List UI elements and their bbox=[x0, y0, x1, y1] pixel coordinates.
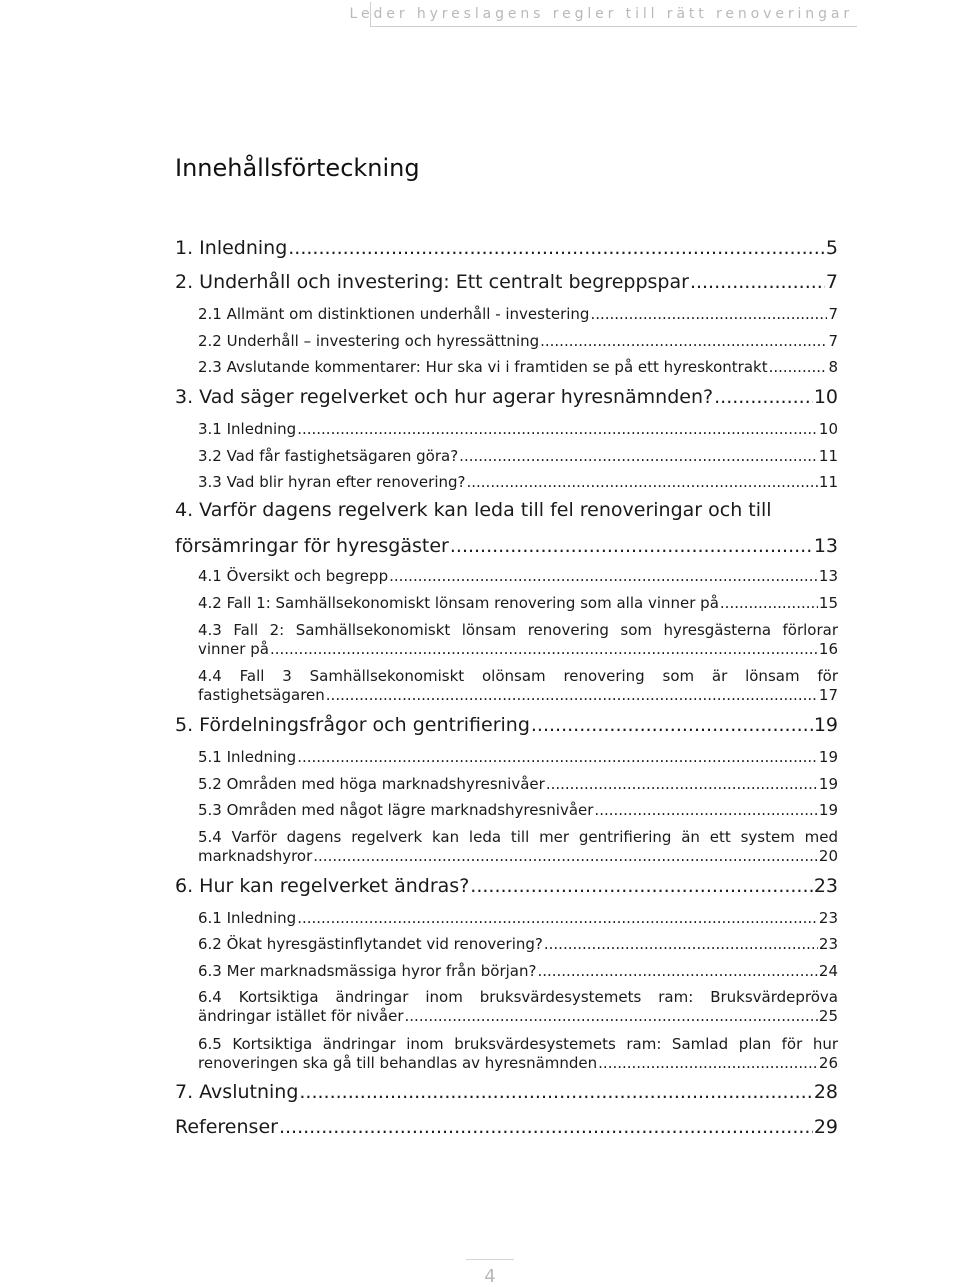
toc-entry-title-continued: vinner på bbox=[198, 640, 269, 658]
toc-entry-title: 6.5 Kortsiktiga ändringar inom bruksvärdesystemets ram: Samlad plan för hur bbox=[198, 1035, 838, 1053]
toc-entry-title: 2. Underhåll och investering: Ett centralt begreppspar bbox=[175, 271, 689, 293]
toc-entry[interactable] bbox=[198, 621, 838, 659]
toc-entry-title: 4.2 Fall 1: Samhällsekonomiskt lönsam renovering som alla vinner på bbox=[198, 594, 719, 612]
toc-entry-title: 6.3 Mer marknadsmässiga hyror från början? bbox=[198, 962, 537, 980]
toc-entry[interactable] bbox=[175, 271, 838, 293]
toc-entry-page: 20 bbox=[818, 847, 838, 865]
toc-entry-title: 6.1 Inledning bbox=[198, 909, 297, 927]
leader-dots bbox=[297, 909, 818, 927]
leader-dots bbox=[720, 594, 818, 612]
leader-dots bbox=[546, 775, 818, 793]
toc-entry-title: 5. Fördelningsfrågor och gentrifiering bbox=[175, 714, 530, 736]
toc-entry[interactable] bbox=[198, 1035, 838, 1073]
toc-entry-page: 11 bbox=[818, 447, 838, 465]
leader-dots bbox=[299, 1081, 812, 1103]
toc-entry-title: 1. Inledning bbox=[175, 237, 288, 259]
toc-entry-page: 23 bbox=[818, 909, 838, 927]
toc-entry-page: 7 bbox=[828, 305, 838, 323]
toc-entry-page: 24 bbox=[818, 962, 838, 980]
toc-entry-page: 16 bbox=[818, 640, 838, 658]
toc-entry[interactable] bbox=[175, 714, 838, 736]
leader-dots bbox=[769, 358, 828, 376]
page-title: Innehållsförteckning bbox=[175, 154, 420, 182]
leader-dots bbox=[297, 748, 818, 766]
toc-entry[interactable] bbox=[198, 962, 838, 980]
toc-entry[interactable] bbox=[175, 237, 838, 259]
leader-dots bbox=[288, 237, 825, 259]
toc-entry-page: 15 bbox=[818, 594, 838, 612]
leader-dots bbox=[540, 332, 827, 350]
toc-entry[interactable] bbox=[198, 748, 838, 766]
toc-entry-title-continued: renoveringen ska gå till behandlas av hyresnämnden bbox=[198, 1054, 598, 1072]
toc-entry-title: 3.2 Vad får fastighetsägaren göra? bbox=[198, 447, 459, 465]
toc-entry-title-continued: marknadshyror bbox=[198, 847, 313, 865]
running-header-title: Leder hyreslagens regler till rätt renoveringar bbox=[349, 6, 853, 22]
toc-entry-page: 11 bbox=[818, 473, 838, 491]
toc-entry-title: 4.3 Fall 2: Samhällsekonomiskt lönsam renovering som hyresgästerna förlorar bbox=[198, 621, 838, 639]
toc-entry[interactable] bbox=[198, 775, 838, 793]
toc-entry[interactable] bbox=[198, 447, 838, 465]
toc-entry-page: 5 bbox=[825, 237, 838, 259]
toc-entry-title: 3. Vad säger regelverket och hur agerar hyresnämnden? bbox=[175, 386, 714, 408]
leader-dots bbox=[594, 801, 817, 819]
toc-entry-title-continued: ändringar istället för nivåer bbox=[198, 1007, 404, 1025]
toc-entry[interactable] bbox=[198, 473, 838, 491]
leader-dots bbox=[544, 935, 818, 953]
toc-entry-page: 10 bbox=[813, 386, 838, 408]
toc-entry-title: 3.1 Inledning bbox=[198, 420, 297, 438]
toc-entry[interactable] bbox=[198, 420, 838, 438]
toc-entry[interactable] bbox=[198, 594, 838, 612]
toc-entry-title: 5.1 Inledning bbox=[198, 748, 297, 766]
toc-entry-page: 17 bbox=[818, 686, 838, 704]
toc-entry-title: 2.3 Avslutande kommentarer: Hur ska vi i framtiden se på ett hyreskontrakt bbox=[198, 358, 768, 376]
toc-entry-title: 6. Hur kan regelverket ändras? bbox=[175, 875, 470, 897]
toc-entry-page: 7 bbox=[828, 332, 838, 350]
toc-entry-title: 5.2 Områden med höga marknadshyresnivåer bbox=[198, 775, 545, 793]
toc-entry-title-continued: försämringar för hyresgäster bbox=[175, 535, 449, 557]
toc-entry-page: 13 bbox=[818, 567, 838, 585]
toc-entry-title: 5.3 Områden med något lägre marknadshyresnivåer bbox=[198, 801, 594, 819]
leader-dots bbox=[466, 473, 817, 491]
toc-entry-page: 10 bbox=[818, 420, 838, 438]
toc-entry[interactable] bbox=[198, 358, 838, 376]
leader-dots bbox=[690, 271, 825, 293]
toc-entry[interactable] bbox=[198, 988, 838, 1026]
leader-dots bbox=[531, 714, 813, 736]
toc-entry-page: 25 bbox=[818, 1007, 838, 1025]
toc-entry-title: 4.4 Fall 3 Samhällsekonomiskt olönsam renovering som är lönsam för bbox=[198, 667, 838, 685]
toc-entry-title: Referenser bbox=[175, 1116, 278, 1138]
toc-entry-title: 4. Varför dagens regelverk kan leda till fel renoveringar och till bbox=[175, 499, 772, 521]
toc-entry-title: 6.4 Kortsiktiga ändringar inom bruksvärdesystemets ram: Bruksvärdepröva bbox=[198, 988, 838, 1006]
leader-dots bbox=[326, 686, 818, 705]
toc-entry-page: 13 bbox=[813, 535, 838, 557]
toc-entry[interactable] bbox=[198, 801, 838, 819]
toc-entry-title: 4.1 Översikt och begrepp bbox=[198, 567, 389, 585]
leader-dots bbox=[297, 420, 818, 438]
toc-entry[interactable] bbox=[198, 667, 838, 705]
toc-entry[interactable] bbox=[198, 332, 838, 350]
page-number: 4 bbox=[484, 1266, 496, 1287]
leader-dots bbox=[459, 447, 818, 465]
leader-dots bbox=[598, 1054, 818, 1073]
toc-entry-page: 19 bbox=[818, 748, 838, 766]
toc-entry-title: 2.2 Underhåll – investering och hyressättning bbox=[198, 332, 540, 350]
leader-dots bbox=[537, 962, 817, 980]
toc-entry-title: 5.4 Varför dagens regelverk kan leda till mer gentrifiering än ett system med bbox=[198, 828, 838, 846]
leader-dots bbox=[714, 386, 813, 408]
toc-entry[interactable] bbox=[198, 935, 838, 953]
toc-entry-page: 23 bbox=[813, 875, 838, 897]
toc-entry-page: 19 bbox=[818, 801, 838, 819]
leader-dots bbox=[590, 305, 827, 323]
toc-entry[interactable] bbox=[198, 828, 838, 866]
toc-entry-page: 19 bbox=[818, 775, 838, 793]
running-header bbox=[349, 2, 857, 27]
toc-entry-page: 23 bbox=[818, 935, 838, 953]
footer-rule bbox=[466, 1259, 514, 1260]
toc-entry-title: 7. Avslutning bbox=[175, 1081, 299, 1103]
leader-dots bbox=[389, 567, 818, 585]
toc-entry-title: 3.3 Vad blir hyran efter renovering? bbox=[198, 473, 466, 491]
toc-entry-page: 28 bbox=[813, 1081, 838, 1103]
toc-entry[interactable] bbox=[175, 1081, 838, 1103]
toc-entry-page: 8 bbox=[828, 358, 838, 376]
toc-entry-title: 2.1 Allmänt om distinktionen underhåll - investering bbox=[198, 305, 590, 323]
toc-entry[interactable] bbox=[175, 386, 838, 408]
toc-entry-page: 29 bbox=[813, 1116, 838, 1138]
leader-dots bbox=[313, 847, 818, 866]
toc-entry-page: 19 bbox=[813, 714, 838, 736]
toc-entry-title: 6.2 Ökat hyresgästinflytandet vid renovering? bbox=[198, 935, 543, 953]
toc-entry[interactable] bbox=[175, 1116, 838, 1138]
leader-dots bbox=[270, 640, 818, 659]
toc-entry-page: 26 bbox=[818, 1054, 838, 1072]
leader-dots bbox=[450, 535, 813, 557]
leader-dots bbox=[470, 875, 813, 897]
toc-entry[interactable] bbox=[198, 567, 838, 585]
toc-entry-page: 7 bbox=[825, 271, 838, 293]
toc-entry[interactable] bbox=[175, 875, 838, 897]
leader-dots bbox=[405, 1007, 818, 1026]
toc-entry[interactable] bbox=[198, 305, 838, 323]
toc-entry-title-continued: fastighetsägaren bbox=[198, 686, 325, 704]
toc-entry[interactable] bbox=[198, 909, 838, 927]
toc-entry[interactable] bbox=[175, 499, 838, 557]
leader-dots bbox=[279, 1116, 813, 1138]
